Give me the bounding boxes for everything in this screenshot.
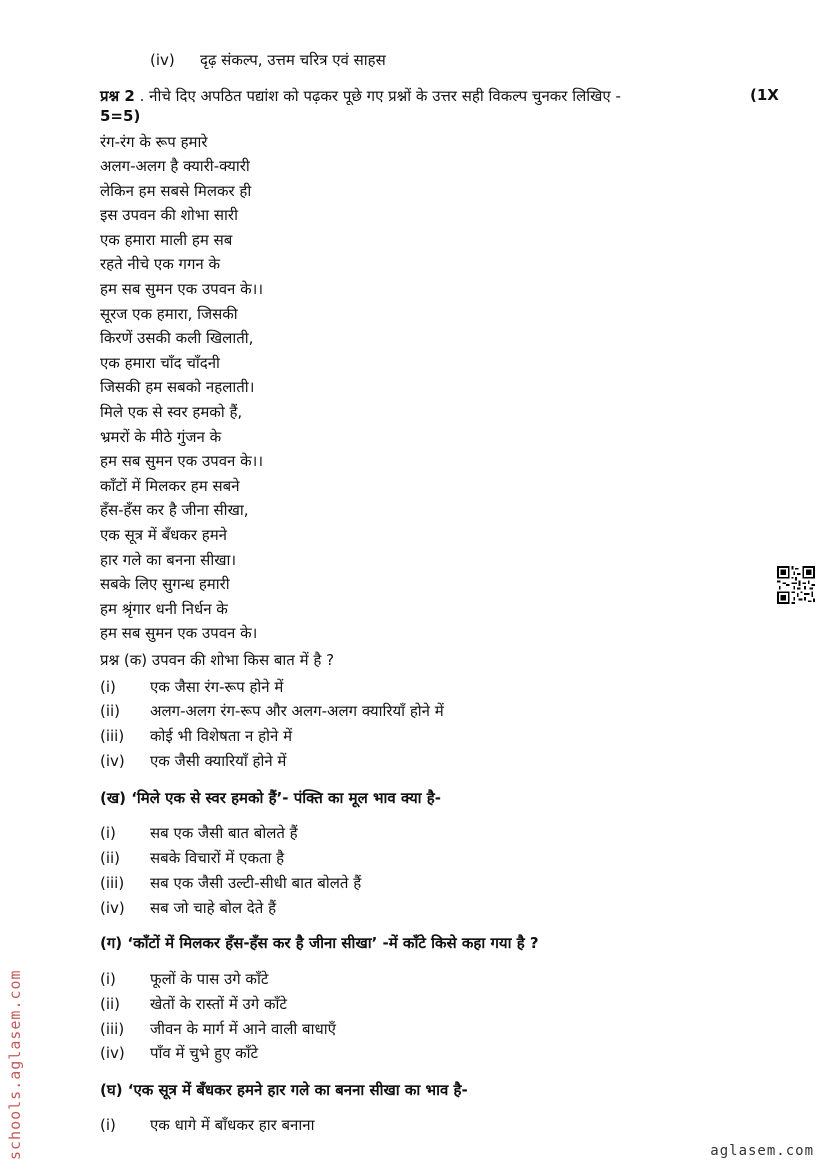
option-text: दृढ़ संकल्प, उत्तम चरित्र एवं साहस [200,51,386,69]
poem-line: लेकिन हम सबसे मिलकर ही [100,182,252,200]
poem-line: मिले एक से स्वर हमको हैं, [100,403,243,421]
option-text: फूलों के पास उगे काँटे [150,970,269,988]
option-text: अलग-अलग रंग-रूप और अलग-अलग क्यारियाँ होने में [150,702,444,720]
option-text: खेतों के रास्तों में उगे काँटे [150,995,287,1013]
poem-line: इस उपवन की शोभा सारी [100,206,238,224]
question-prefix: (घ) [100,1081,123,1099]
poem-line: काँटों में मिलकर हम सबने [100,477,240,495]
option-num: (iv) [150,51,175,69]
question-ga [100,933,539,953]
question-ka [100,650,334,670]
question-gha [100,1080,468,1100]
question-prefix: (ख) [100,789,126,807]
option-text: कोई भी विशेषता न होने में [150,727,293,745]
option-text: एक जैसा रंग-रूप होने में [150,678,284,696]
qr-code-icon [777,566,815,604]
question-text: ‘काँटों में मिलकर हँस-हँस कर है जीना सीखा’ -में काँटे किसे कहा गया है ? [122,934,539,952]
option-text: एक जैसी क्यारियाँ होने में [150,752,287,770]
option-text: सब एक जैसी उल्टी-सीधी बात बोलते हैं [150,874,362,892]
question-text: ‘एक सूत्र में बँधकर हमने हार गले का बनना सीखा का भाव है- [122,1081,468,1099]
question-marks: (1X [750,86,779,104]
watermark-bottom: aglasem.com [710,1143,814,1159]
question-prefix: प्रश्न (क) [100,651,148,669]
poem-line: अलग-अलग है क्यारी-क्यारी [100,157,250,175]
poem-line: रंग-रंग के रूप हमारे [100,133,208,151]
question-kha [100,788,441,808]
question-text: ‘मिले एक से स्वर हमको हैं’- पंक्ति का मूल भाव क्या है- [125,789,441,807]
option-num: (ii) [100,702,121,720]
question-marks-cont: 5=5) [100,107,141,125]
option-text: सब एक जैसी बात बोलते हैं [150,824,298,842]
poem-line: जिसकी हम सबको नहलाती। [100,378,255,396]
poem-line: एक हमारा चाँद चाँदनी [100,354,220,372]
poem-line: सबके लिए सुगन्ध हमारी [100,575,230,593]
poem-line: रहते नीचे एक गगन के [100,255,221,273]
option-num: (i) [100,970,116,988]
option-text: सब जो चाहे बोल देते हैं [150,899,277,917]
question-2-heading [100,86,790,126]
option-num: (i) [100,678,116,696]
option-num: (ii) [100,849,121,867]
question-instruction: . नीचे दिए अपठित पद्यांश को पढ़कर पूछे गए प्रश्नों के उत्तर सही विकल्प चुनकर लिखिए - [139,87,621,105]
poem-line: भ्रमरों के मीठे गुंजन के [100,428,222,446]
poem-line: एक हमारा माली हम सब [100,231,233,249]
poem-line: हम श्रृंगार धनी निर्धन के [100,600,228,618]
poem-line: हम सब सुमन एक उपवन के। [100,624,258,642]
poem-line: एक सूत्र में बँधकर हमने [100,526,227,544]
option-text: सबके विचारों में एकता है [150,849,285,867]
option-num: (iv) [100,752,125,770]
watermark-side: schools.aglasem.com [6,969,24,1160]
option-text: एक धागे में बाँधकर हार बनाना [150,1116,315,1134]
option-num: (i) [100,824,116,842]
option-num: (iii) [100,727,125,745]
question-prefix: (ग) [100,934,123,952]
option-text: पाँव में चुभे हुए काँटे [150,1044,259,1062]
option-num: (ii) [100,995,121,1013]
poem-line: हम सब सुमन एक उपवन के।। [100,452,264,470]
poem-line: हार गले का बनना सीखा। [100,551,237,569]
option-num: (iii) [100,874,125,892]
option-text: जीवन के मार्ग में आने वाली बाधाएँ [150,1020,336,1038]
question-label: प्रश्न 2 [100,87,135,105]
option-num: (iv) [100,1044,125,1062]
poem-line: सूरज एक हमारा, जिसकी [100,305,238,323]
question-text: उपवन की शोभा किस बात में है ? [147,651,335,669]
poem-line: किरणें उसकी कली खिलाती, [100,329,254,347]
poem-line: हम सब सुमन एक उपवन के।। [100,280,264,298]
poem-line: हँस-हँस कर है जीना सीखा, [100,501,249,519]
option-num: (iii) [100,1020,125,1038]
option-num: (iv) [100,899,125,917]
option-num: (i) [100,1116,116,1134]
